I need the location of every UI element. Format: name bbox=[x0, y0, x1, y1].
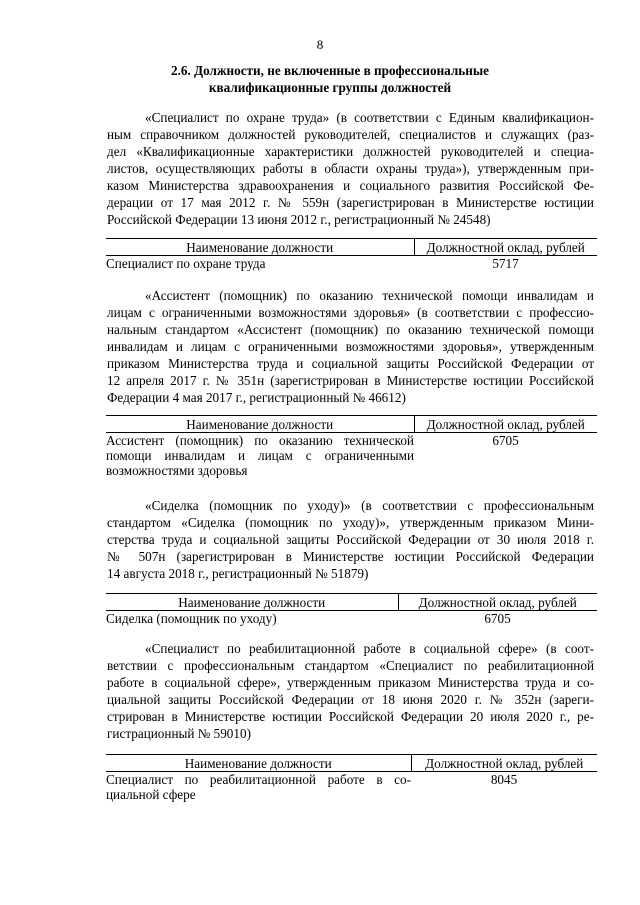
paragraph-line: «Ассистент (помощник) по оказанию технической помощи инвалидам и bbox=[145, 288, 594, 303]
column-header-position: Наименование должности bbox=[106, 755, 411, 772]
paragraph-line: лицам с ограниченными возможностями здоровья» (в соответствии с профессио- bbox=[107, 305, 594, 320]
salary-cell: 8045 bbox=[490, 772, 518, 787]
position-cell bbox=[106, 433, 414, 479]
table-row bbox=[106, 256, 597, 272]
paragraph-line: «Сиделка (помощник по уходу)» (в соответствии с профессиональным bbox=[145, 498, 594, 513]
paragraph-line: нальным стандартом «Ассистент (помощник) по оказанию технической помощи bbox=[107, 322, 594, 337]
paragraph-line: «Специалист по охране труда» (в соответствии с Единым квалификацион- bbox=[145, 110, 594, 125]
table-header-row bbox=[106, 755, 597, 772]
paragraph-line: стерства труда и социальной защиты Российской Федерации от 30 июля 2018 г. bbox=[107, 532, 594, 547]
column-header-salary: Должностной оклад, рублей bbox=[411, 755, 597, 772]
paragraph-line: № 507н (зарегистрирован в Министерстве юстиции Российской Федерации bbox=[107, 549, 594, 564]
salary-table bbox=[106, 238, 597, 271]
column-header-position: Наименование должности bbox=[106, 239, 414, 256]
salary-table bbox=[106, 593, 597, 626]
position-name: Специалист по охране труда bbox=[106, 256, 266, 271]
paragraph-line: дел «Квалификационные характеристики должностей руководителей и специа- bbox=[107, 144, 594, 159]
paragraph-line: листов, осуществляющих работы в области охраны труда»), утвержденным при- bbox=[107, 161, 594, 176]
position-name-line: циальной сфере bbox=[106, 787, 196, 802]
position-cell bbox=[106, 772, 411, 803]
paragraph-labor-safety bbox=[107, 109, 594, 228]
paragraph-line: гистрационный № 59010) bbox=[107, 726, 251, 741]
position-name-line: Специалист по реабилитационной работе в со- bbox=[106, 772, 411, 787]
position-cell bbox=[106, 256, 414, 272]
paragraph-line: Российской Федерации 13 июня 2012 г., регистрационный № 24548) bbox=[107, 212, 491, 227]
salary-cell: 6705 bbox=[484, 611, 511, 626]
paragraph-line: стрирован в Министерстве юстиции Российской Федерации 20 июля 2020 г., ре- bbox=[107, 709, 594, 724]
paragraph-assistant bbox=[107, 287, 594, 406]
paragraph-line: циальной защиты Российской Федерации от 18 июня 2020 г. № 352н (зареги- bbox=[107, 692, 594, 707]
position-cell bbox=[106, 611, 398, 627]
paragraph-line: работе в социальной сфере», утвержденным приказом Министерства труда и со- bbox=[107, 675, 594, 690]
paragraph-line: ветствии с профессиональным стандартом «Специалист по реабилитационной bbox=[107, 658, 594, 673]
paragraph-line: дерации от 17 мая 2012 г. № 559н (зарегистрирован в Министерстве юстиции bbox=[107, 195, 594, 210]
table-header-row bbox=[106, 239, 597, 256]
salary-table bbox=[106, 754, 597, 802]
paragraph-rehabilitation bbox=[107, 640, 594, 742]
paragraph-line: ным справочником должностей руководителей, специалистов и служащих (раз- bbox=[107, 127, 594, 142]
position-name: Сиделка (помощник по уходу) bbox=[106, 611, 277, 626]
paragraph-line: стандартом «Сиделка (помощник по уходу)», утвержденным приказом Мини- bbox=[107, 515, 594, 530]
paragraph-line: инвалидам и лицам с ограниченными возможностями здоровья», утвержденным bbox=[107, 339, 594, 354]
paragraph-line: казом Министерства здравоохранения и социального развития Российской Фе- bbox=[107, 178, 594, 193]
table-row bbox=[106, 433, 597, 479]
paragraph-line: 12 апреля 2017 г. № 351н (зарегистрирован в Министерстве юстиции Российской bbox=[107, 373, 594, 388]
page-number: 8 bbox=[316, 37, 324, 52]
paragraph-line: «Специалист по реабилитационной работе в социальной сфере» (в соот- bbox=[145, 641, 594, 656]
position-name-line: возможностями здоровья bbox=[106, 463, 248, 478]
column-header-salary: Должностной оклад, рублей bbox=[398, 594, 597, 611]
paragraph-caregiver bbox=[107, 497, 594, 582]
column-header-salary: Должностной оклад, рублей bbox=[414, 416, 597, 433]
position-name-line: Ассистент (помощник) по оказанию технической bbox=[106, 433, 414, 448]
paragraph-line: 14 августа 2018 г., регистрационный № 51879) bbox=[107, 566, 369, 581]
position-name-line: помощи инвалидам и лицам с ограниченными bbox=[106, 448, 414, 463]
paragraph-line: приказом Министерства труда и социальной защиты Российской Федерации от bbox=[107, 356, 594, 371]
section-title-line: квалификационные группы должностей bbox=[208, 80, 452, 95]
table-header-row bbox=[106, 594, 597, 611]
section-title-line: 2.6. Должности, не включенные в профессиональные bbox=[170, 63, 490, 78]
table-row bbox=[106, 611, 597, 627]
table-row bbox=[106, 772, 597, 803]
column-header-position: Наименование должности bbox=[106, 416, 414, 433]
salary-cell: 6705 bbox=[492, 433, 519, 448]
salary-cell: 5717 bbox=[492, 256, 519, 271]
column-header-position: Наименование должности bbox=[106, 594, 398, 611]
section-title bbox=[110, 62, 550, 96]
column-header-salary: Должностной оклад, рублей bbox=[414, 239, 597, 256]
table-header-row bbox=[106, 416, 597, 433]
paragraph-line: Федерации 4 мая 2017 г., регистрационный № 46612) bbox=[107, 390, 406, 405]
salary-table bbox=[106, 415, 597, 478]
